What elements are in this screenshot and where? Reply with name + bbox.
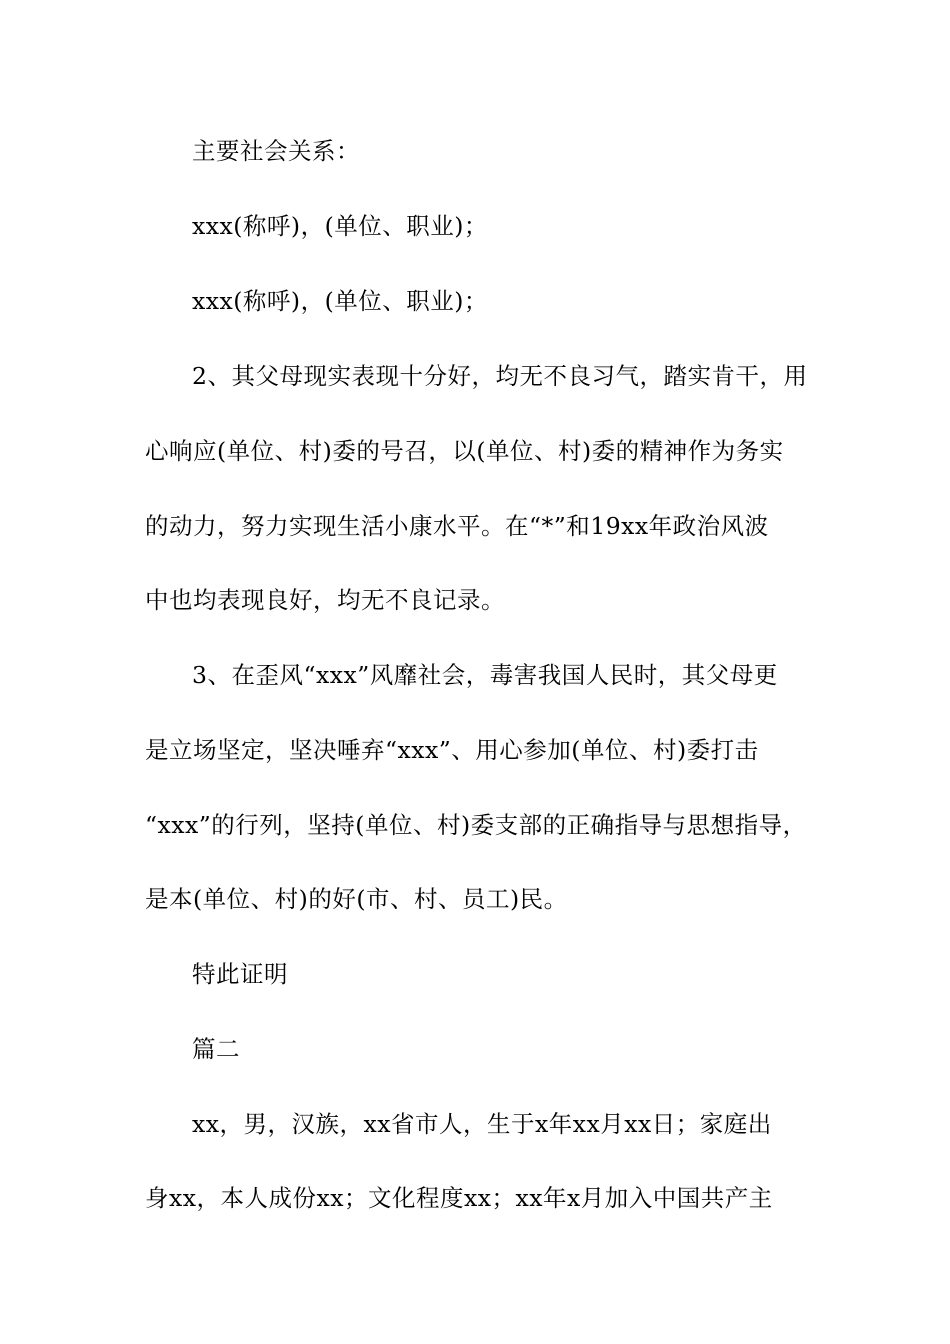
paragraph-line: 的动力，努力实现生活小康水平。在“*”和19xx年政治风波 xyxy=(145,512,769,540)
closing-line: 特此证明 xyxy=(192,960,288,988)
paragraph-line: xxx(称呼)，(单位、职业)； xyxy=(192,287,488,315)
paragraph-line: 3、在歪风“xxx”风靡社会，毒害我国人民时，其父母更 xyxy=(192,661,778,689)
section-heading: 篇二 xyxy=(192,1035,240,1063)
paragraph-line: 2、其父母现实表现十分好，均无不良习气，踏实肯干，用 xyxy=(192,362,808,390)
paragraph-line: xxx(称呼)，(单位、职业)； xyxy=(192,212,488,240)
paragraph-line: 是本(单位、村)的好(市、村、员工)民。 xyxy=(145,885,568,913)
paragraph-line: 是立场坚定，坚决唾弃“xxx”、用心参加(单位、村)委打击 xyxy=(145,736,759,764)
paragraph-line: 中也均表现良好，均无不良记录。 xyxy=(145,586,505,614)
paragraph-line: “xxx”的行列，坚持(单位、村)委支部的正确指导与思想指导， xyxy=(145,811,807,839)
paragraph-line: xx，男，汉族，xx省市人，生于x年xx月xx日；家庭出 xyxy=(192,1110,772,1138)
paragraph-line: 主要社会关系： xyxy=(192,137,360,165)
paragraph-line: 身xx，本人成份xx；文化程度xx；xx年x月加入中国共产主 xyxy=(145,1184,773,1212)
paragraph-line: 心响应(单位、村)委的号召，以(单位、村)委的精神作为务实 xyxy=(145,437,784,465)
